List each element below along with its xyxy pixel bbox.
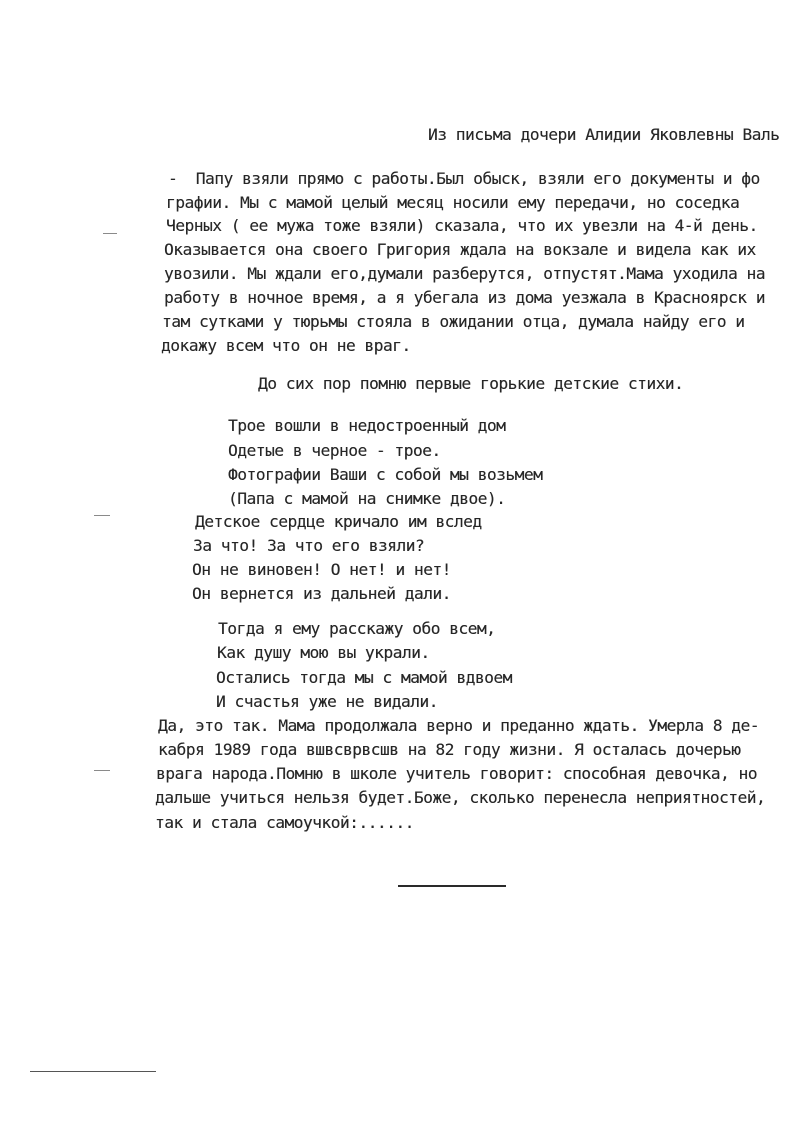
poem-line: Фотографии Ваши с собой мы возьмем: [228, 465, 543, 484]
paragraph-line: увозили. Мы ждали его,думали разберутся, отпустят.Мама уходила на: [164, 264, 765, 283]
poem-line: Одетые в черное - трое.: [228, 441, 441, 460]
poem-line: Как душу мою вы украли.: [217, 643, 430, 662]
poem-line: (Папа с мамой на снимке двое).: [228, 489, 506, 508]
paragraph-line: Черных ( ее мужа тоже взяли) сказала, что их увезли на 4-й день.: [166, 216, 758, 235]
poem-line: Тогда я ему расскажу обо всем,: [218, 619, 496, 638]
letter-heading: Из письма дочери Алидии Яковлевны Валь: [428, 125, 780, 144]
paragraph-line: работу в ночное время, а я убегала из дома уезжала в Красноярск и: [164, 288, 765, 307]
poem-line: Он вернется из дальней дали.: [192, 584, 451, 603]
paragraph-line: графии. Мы с мамой целый месяц носили ему передачи, но соседка: [166, 193, 740, 212]
paragraph-line: там сутками у тюрьмы стояла в ожидании отца, думала найду его и: [162, 312, 745, 331]
margin-mark: [103, 233, 117, 234]
poem-line: Трое вошли в недостроенный дом: [228, 416, 506, 435]
margin-mark: [94, 770, 110, 771]
paragraph-line: докажу всем что он не враг.: [161, 336, 411, 355]
poem-line: И счастья уже не видали.: [216, 692, 438, 711]
margin-mark: [94, 515, 110, 516]
paragraph-line: - Папу взяли прямо с работы.Был обыск, взяли его документы и фо: [168, 169, 760, 188]
bottom-rule: [30, 1071, 156, 1072]
paragraph-line: дальше учиться нельзя будет.Боже, сколько перенесла неприятностей,: [155, 788, 766, 807]
section-divider: [398, 885, 506, 887]
paragraph-line: так и стала самоучкой:......: [155, 813, 414, 832]
intro-line: До сих пор помню первые горькие детские стихи.: [258, 374, 684, 393]
paragraph-line: Да, это так. Мама продолжала верно и преданно ждать. Умерла 8 де-: [158, 716, 759, 735]
poem-line: Он не виновен! О нет! и нет!: [192, 560, 451, 579]
poem-line: Остались тогда мы с мамой вдвоем: [216, 668, 512, 687]
poem-line: Детское сердце кричало им вслед: [195, 512, 482, 531]
paragraph-line: кабря 1989 года вшвсврвсшв на 82 году жизни. Я осталась дочерью: [158, 740, 741, 759]
paragraph-line: врага народа.Помню в школе учитель говорит: способная девочка, но: [156, 764, 757, 783]
poem-line: За что! За что его взяли?: [193, 536, 425, 555]
paragraph-line: Оказывается она своего Григория ждала на вокзале и видела как их: [164, 240, 756, 259]
